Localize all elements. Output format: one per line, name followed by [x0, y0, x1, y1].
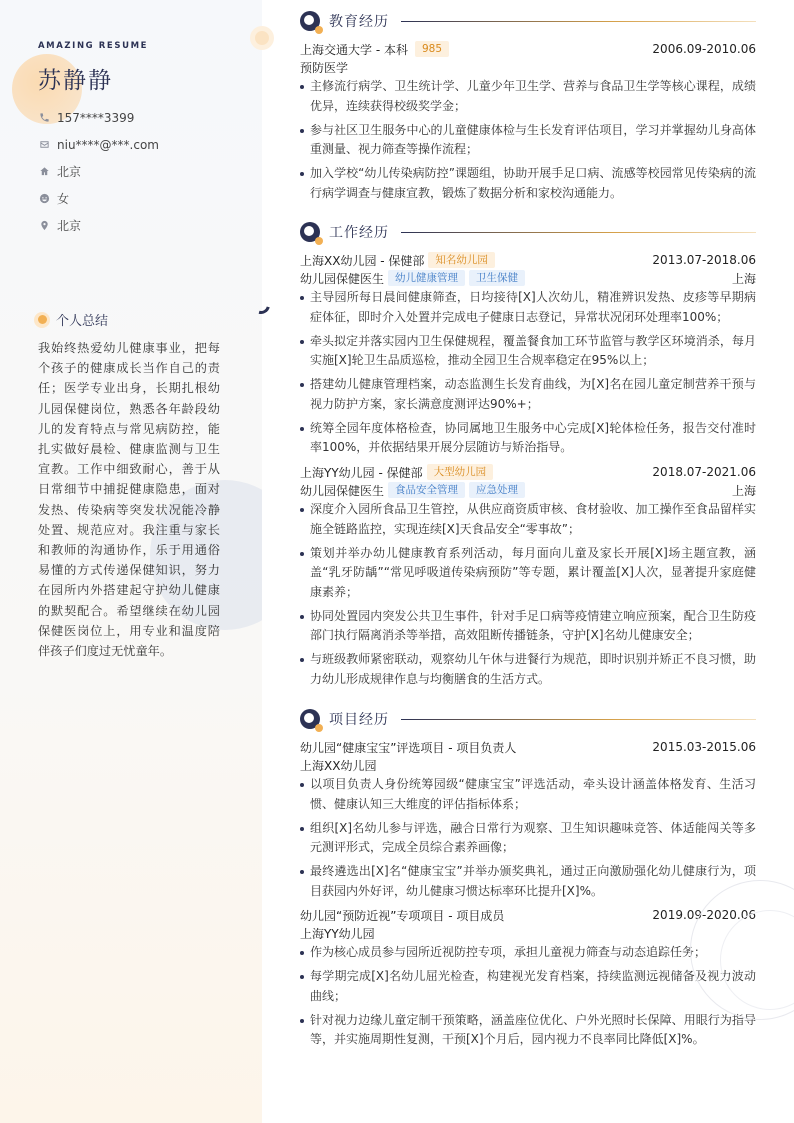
brand-label: AMAZING RESUME [38, 41, 149, 51]
project-name: 幼儿园“预防近视”专项项目 - 项目成员 [300, 908, 505, 923]
city: 上海 [731, 483, 756, 498]
section-title: 教育经历 [329, 14, 389, 30]
home-icon [38, 166, 50, 178]
project-name: 幼儿园“健康宝宝”评选项目 - 项目负责人 [300, 740, 517, 755]
list-item: 主导园所每日晨间健康筛查，日均接待[X]人次幼儿，精准辨识发热、皮疹等早期病症体征，即时介入处置并完成电子健康日志登记，异常状况闭环处理率100%； [300, 288, 756, 327]
contact-location [38, 212, 159, 239]
work-entry [300, 463, 756, 694]
list-item: 与班级教师紧密联动，观察幼儿午休与进餐行为规范，即时识别并矫正不良习惯，助力幼儿形成规律作息与均衡膳食的生活方式。 [300, 650, 756, 689]
candidate-name: 苏静静 [38, 68, 113, 94]
date-range: 2019.09-2020.06 [652, 908, 756, 922]
entry-subheader [300, 269, 756, 287]
entry-header [300, 40, 756, 58]
entry-header [300, 906, 756, 924]
divider [401, 21, 756, 22]
school-tag: 985 [415, 41, 449, 57]
date-range: 2006.09-2010.06 [652, 42, 756, 56]
org-name: 上海XX幼儿园 - 保健部 [300, 253, 425, 268]
entry-subheader [300, 481, 756, 499]
list-item: 最终遴选出[X]名“健康宝宝”并举办颁奖典礼，通过正向激励强化幼儿健康行为，项目获园内外好评，幼儿健康习惯达标率环比提升[X]%。 [300, 862, 756, 901]
org-tag: 大型幼儿园 [427, 464, 494, 480]
phone-icon [38, 112, 50, 124]
section-header-education [300, 11, 756, 31]
list-item: 牵头拟定并落实园内卫生保健规程，覆盖餐食加工环节监管与教学区环境消杀，每月实施[X]轮卫生品质巡检，推动全园卫生合规率稳定在95%以上； [300, 332, 756, 371]
project-org: 上海YY幼儿园 [300, 926, 375, 941]
bullet-list [300, 775, 756, 901]
list-item: 统筹全园年度体格检查，协同属地卫生服务中心完成[X]轮体检任务，报告交付准时率100%，并依据结果开展分层随访与矫治指导。 [300, 419, 756, 458]
location-icon [38, 220, 50, 232]
school-name: 上海交通大学 - 本科 [300, 42, 408, 57]
home-text: 北京 [57, 165, 82, 179]
org-tag: 知名幼儿园 [428, 252, 495, 268]
city: 上海 [731, 271, 756, 286]
gender-text: 女 [57, 192, 70, 206]
section-header-projects [300, 709, 756, 729]
section-header-work [300, 222, 756, 242]
entry-header [300, 251, 756, 269]
section-title: 项目经历 [329, 712, 389, 728]
date-range: 2013.07-2018.06 [652, 253, 756, 267]
work-entry [300, 251, 756, 462]
date-range: 2018.07-2021.06 [652, 465, 756, 479]
divider [401, 232, 756, 233]
list-item: 协同处置园内突发公共卫生事件，针对手足口病等疫情建立响应预案，配合卫生防疫部门执行隔离消杀等举措，高效阻断传播链条，守护[X]名幼儿健康安全； [300, 607, 756, 646]
bullet-list [300, 77, 756, 203]
list-item: 作为核心成员参与园所近视防控专项，承担儿童视力筛查与动态追踪任务； [300, 943, 756, 963]
section-icon [300, 222, 320, 242]
role: 幼儿园保健医生 [300, 271, 385, 286]
phone-text: 157****3399 [57, 110, 135, 125]
mail-icon [38, 139, 50, 151]
bullet-list [300, 943, 756, 1050]
project-entry [300, 906, 756, 1054]
project-org: 上海XX幼儿园 [300, 758, 377, 773]
entry-header [300, 738, 756, 756]
list-item: 深度介入园所食品卫生管控，从供应商资质审核、食材验收、加工操作至食品留样实施全链路监控，实现连续[X]天食品安全“零事故”； [300, 500, 756, 539]
entry-subheader [300, 756, 756, 774]
skill-tag: 应急处理 [469, 482, 525, 498]
contact-phone [38, 104, 159, 131]
role: 幼儿园保健医生 [300, 483, 385, 498]
list-item: 加入学校“幼儿传染病防控”课题组，协助开展手足口病、流感等校园常见传染病的流行病学调查与健康宣教，锻炼了数据分析和家校沟通能力。 [300, 164, 756, 203]
project-entry [300, 738, 756, 906]
section-icon [300, 709, 320, 729]
entry-header [300, 463, 756, 481]
list-item: 以项目负责人身份统筹园级“健康宝宝”评选活动，牵头设计涵盖体格发育、生活习惯、健康认知三大维度的评估指标体系； [300, 775, 756, 814]
summary-text: 我始终热爱幼儿健康事业，把每个孩子的健康成长当作自己的责任；医学专业出身，长期扎根幼儿园保健岗位，熟悉各年龄段幼儿的发育特点与常见病防控，能扎实做好晨检、健康监测与卫生宣教。工作中细致耐心，善于从日常细节中捕捉健康隐患，面对发热、传染病等突发状况能冷静处置、规范应对。我注重与家长和教师的沟通协作，乐于用通俗易懂的方式传递保健知识，努力在园所内外搭建起守护幼儿健康的默契配合。希望继续在幼儿园保健医岗位上，用专业和温度陪伴孩子们度过无忧童年。 [38, 341, 220, 659]
major: 预防医学 [300, 60, 349, 75]
list-item: 策划并举办幼儿健康教育系列活动，每月面向儿童及家长开展[X]场主题宣教，涵盖“乳牙防龋”“常见呼吸道传染病预防”等专题，累计覆盖[X]人次，显著提升家庭健康素养； [300, 544, 756, 603]
email-text: niu****@***.com [57, 137, 159, 152]
skill-tag: 卫生保健 [469, 270, 525, 286]
gender-icon [38, 193, 50, 205]
list-item: 参与社区卫生服务中心的儿童健康体检与生长发育评估项目，学习并掌握幼儿身高体重测量、视力筛查等操作流程； [300, 121, 756, 160]
contact-list [38, 104, 159, 239]
summary-heading [34, 310, 108, 329]
entry-subheader [300, 58, 756, 76]
bullet-list [300, 288, 756, 458]
section-icon [300, 11, 320, 31]
list-item: 组织[X]名幼儿参与评选，融合日常行为观察、卫生知识趣味竞答、体适能闯关等多元测评形式，完成全员综合素养画像； [300, 819, 756, 858]
org-name: 上海YY幼儿园 - 保健部 [300, 465, 423, 480]
summary-title: 个人总结 [56, 314, 109, 329]
list-item: 搭建幼儿健康管理档案，动态监测生长发育曲线，为[X]名在园儿童定制营养干预与视力防护方案，家长满意度测评达90%+； [300, 375, 756, 414]
entry-subheader [300, 924, 756, 942]
list-item: 主修流行病学、卫生统计学、儿童少年卫生学、营养与食品卫生学等核心课程，成绩优异，连续获得校级奖学金； [300, 77, 756, 116]
dot-icon [34, 312, 50, 328]
contact-home [38, 158, 159, 185]
skill-tag: 食品安全管理 [388, 482, 465, 498]
location-text: 北京 [57, 219, 82, 233]
contact-gender [38, 185, 159, 212]
education-entry [300, 40, 756, 208]
divider [401, 719, 756, 720]
decorative-dot [250, 26, 274, 50]
date-range: 2015.03-2015.06 [652, 740, 756, 754]
list-item: 每学期完成[X]名幼儿屈光检查，构建视光发育档案，持续监测远视储备及视力波动曲线； [300, 967, 756, 1006]
bullet-list [300, 500, 756, 690]
list-item: 针对视力边缘儿童定制干预策略，涵盖座位优化、户外光照时长保障、用眼行为指导等，并实施周期性复测，干预[X]个月后，园内视力不良率同比降低[X]%。 [300, 1011, 756, 1050]
skill-tag: 幼儿健康管理 [388, 270, 465, 286]
contact-email [38, 131, 159, 158]
section-title: 工作经历 [329, 225, 389, 241]
